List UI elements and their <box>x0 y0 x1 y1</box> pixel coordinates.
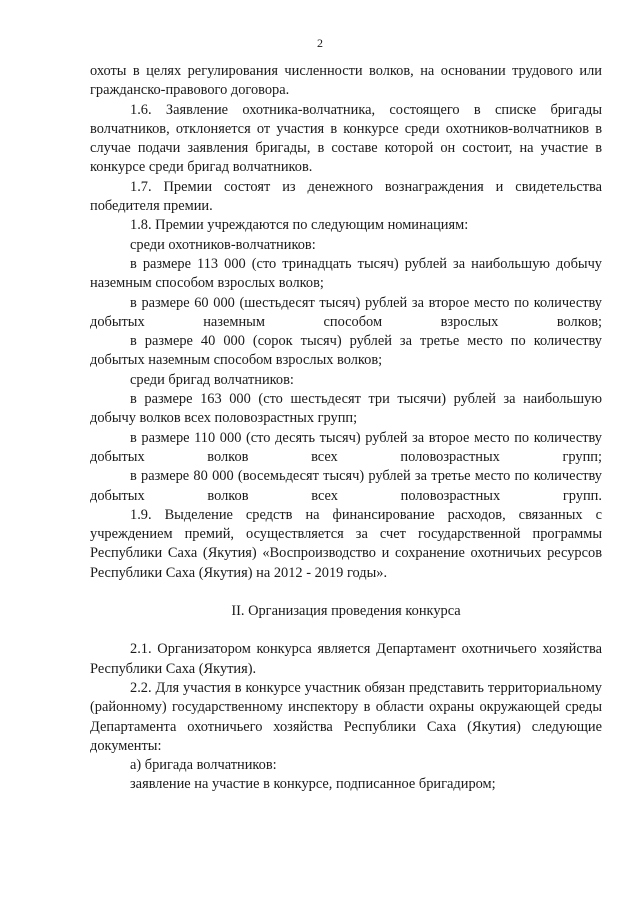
nomination-group-hunters: среди охотников-волчатников: <box>130 236 316 253</box>
paragraph-2-1: 2.1. Организатором конкурса является Департамент охотничьего хозяйства Республики Саха (Якутия). <box>90 641 602 677</box>
paragraph-1-8: 1.8. Премии учреждаются по следующим номинациям: <box>130 217 469 234</box>
nomination-brigades-second: в размере 110 000 (сто десять тысяч) рублей за второе место по количеству добытых волков всех половозрастных групп; <box>90 429 602 465</box>
document-body <box>90 62 602 795</box>
nomination-group-brigades: среди бригад волчатников: <box>130 371 294 388</box>
nomination-brigades-third: в размере 80 000 (восемьдесят тысяч) рублей за третье место по количеству добытых волков всех половозрастных групп. <box>90 468 602 504</box>
nomination-brigades-first: в размере 163 000 (сто шестьдесят три тысячи) рублей за наибольшую добычу волков всех половозрастных групп; <box>90 391 602 427</box>
page-number: 2 <box>317 36 323 50</box>
nomination-hunters-third: в размере 40 000 (сорок тысяч) рублей за третье место по количеству добытых наземным способом взрослых волков; <box>90 333 602 369</box>
paragraph-1-9: 1.9. Выделение средств на финансирование расходов, связанных с учреждением премий, осуществляется за счет государственной программы Республики Саха (Якутия) «Воспроизводство и сохранение охотничьих ресурсов Республики Саха (Якутия) на 2012 - 2019 годы». <box>90 506 602 581</box>
nomination-hunters-first: в размере 113 000 (сто тринадцать тысяч) рублей за наибольшую добычу наземным способом взрослых волков; <box>90 255 602 292</box>
section-heading: II. Организация проведения конкурса <box>231 603 461 620</box>
paragraph-1-6: 1.6. Заявление охотника-волчатника, состоящего в списке бригады волчатников, отклоняется от участия в конкурсе среди охотников-волчатников в случае подачи заявления бригады, в составе которой он состоит, на участие в конкурсе среди бригад волчатников. <box>90 101 602 176</box>
nomination-hunters-second: в размере 60 000 (шестьдесят тысяч) рублей за второе место по количеству добытых наземным способом взрослых волков; <box>90 294 602 330</box>
paragraph-hunting-contract: охоты в целях регулирования численности волков, на основании трудового или гражданско-правового договора. <box>90 63 602 99</box>
paragraph-1-7: 1.7. Премии состоят из денежного вознаграждения и свидетельства победителя премии. <box>90 178 602 215</box>
paragraph-2-2-a: а) бригада волчатников: <box>130 757 277 774</box>
paragraph-2-2: 2.2. Для участия в конкурсе участник обязан представить территориальному (районному) государственному инспектору в области охраны окружающей среды Департамента охотничьего хозяйства Республики Саха (Якутия) следующие документы: <box>90 679 602 754</box>
paragraph-application: заявление на участие в конкурсе, подписанное бригадиром; <box>130 776 496 793</box>
